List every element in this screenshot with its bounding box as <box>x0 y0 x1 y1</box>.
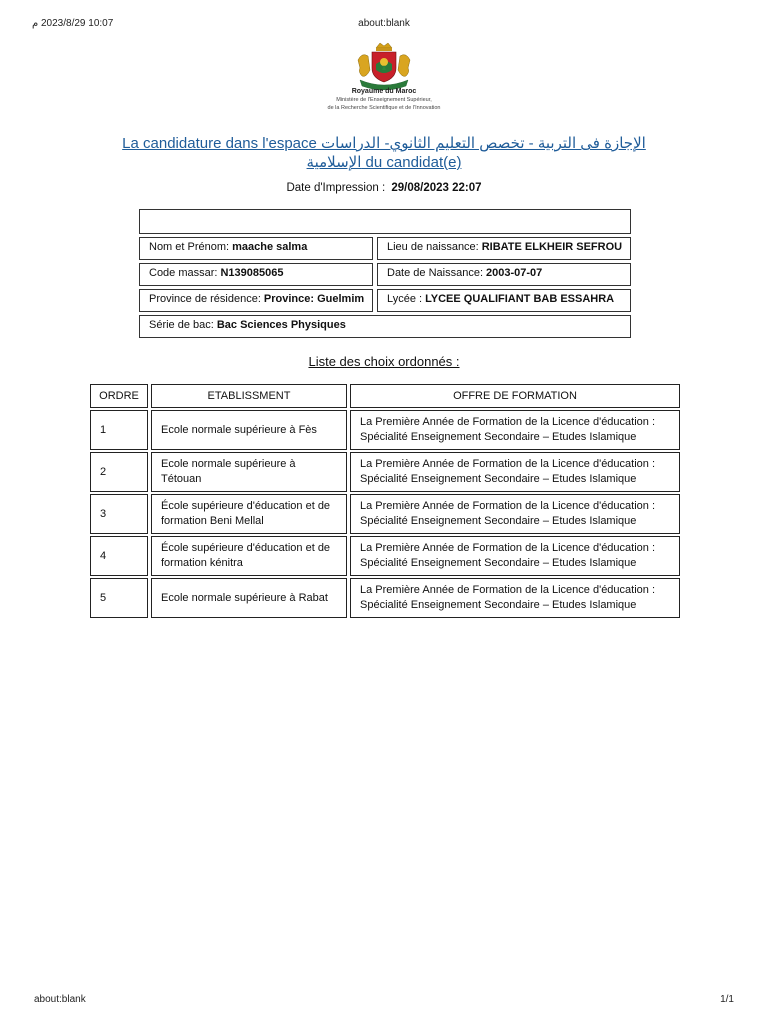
choices-header-row <box>90 384 680 408</box>
province-label: Province de résidence: <box>149 293 261 305</box>
birthdate-label: Date de Naissance: <box>387 267 483 279</box>
choice-offre: La Première Année de Formation de la Licence d'éducation : Spécialité Enseignement Secondaire – Etudes Islamique <box>350 410 680 450</box>
choice-etablissement: École supérieure d'éducation et de formation kénitra <box>151 536 347 576</box>
ministry-name-line1: Ministère de l'Enseignement Supérieur, <box>336 97 432 103</box>
choice-etablissement: Ecole normale supérieure à Rabat <box>151 578 347 618</box>
page-title <box>100 134 668 172</box>
title-part1: La candidature dans l'espace <box>122 135 322 152</box>
birthdate-value: 2003-07-07 <box>486 267 543 279</box>
info-row <box>139 237 631 260</box>
royal-coat-of-arms-icon <box>336 40 432 90</box>
choice-ordre: 5 <box>90 578 148 618</box>
choice-offre: La Première Année de Formation de la Licence d'éducation : Spécialité Enseignement Secondaire – Etudes Islamique <box>350 494 680 534</box>
footer-url: about:blank <box>34 994 86 1005</box>
lycee-label: Lycée : <box>387 293 423 305</box>
bac-cell <box>139 315 631 338</box>
print-datetime: 10:07 2023/8/29 م <box>32 18 114 29</box>
lycee-value: LYCEE QUALIFIANT BAB ESSAHRA <box>425 293 615 305</box>
choice-ordre: 1 <box>90 410 148 450</box>
print-date <box>0 182 768 194</box>
table-row <box>90 536 680 576</box>
choice-etablissement: École supérieure d'éducation et de formation Beni Mellal <box>151 494 347 534</box>
name-label: Nom et Prénom: <box>149 241 230 253</box>
print-date-value: 29/08/2023 22:07 <box>391 182 482 194</box>
choice-ordre: 3 <box>90 494 148 534</box>
info-empty-row <box>139 209 631 234</box>
info-row <box>139 315 631 338</box>
info-row <box>139 289 631 312</box>
header-ordre: ORDRE <box>90 384 148 408</box>
choice-offre: La Première Année de Formation de la Licence d'éducation : Spécialité Enseignement Secondaire – Etudes Islamique <box>350 452 680 492</box>
title-part2: du candidat(e) <box>361 154 462 171</box>
ministry-name-line2: de la Recherche Scientifique et de l'Innovation <box>327 105 441 111</box>
birthplace-value: RIBATE ELKHEIR SEFROU <box>481 241 623 253</box>
lycee-cell <box>377 289 631 312</box>
choices-table <box>90 384 680 620</box>
choice-etablissement: Ecole normale supérieure à Tétouan <box>151 452 347 492</box>
province-cell <box>139 289 373 312</box>
page-number: 1/1 <box>720 994 734 1005</box>
massar-label: Code massar: <box>149 267 218 279</box>
table-row <box>90 578 680 618</box>
table-row <box>90 494 680 534</box>
choices-title: Liste des choix ordonnés : <box>308 354 460 369</box>
info-row <box>139 263 631 286</box>
birthplace-label: Lieu de naissance: <box>387 241 479 253</box>
choice-offre: La Première Année de Formation de la Licence d'éducation : Spécialité Enseignement Secondaire – Etudes Islamique <box>350 536 680 576</box>
emblem-caption <box>284 88 484 112</box>
birthdate-cell <box>377 263 631 286</box>
title-arabic: الإجازة فى التربية - تخصص التعليم الثانوي- الدراسات الإسلامية <box>306 135 646 171</box>
birthplace-cell <box>377 237 631 260</box>
choice-etablissement: Ecole normale supérieure à Fès <box>151 410 347 450</box>
candidate-info-table <box>139 209 631 341</box>
bac-label: Série de bac: <box>149 319 214 331</box>
choice-ordre: 4 <box>90 536 148 576</box>
table-row <box>90 452 680 492</box>
massar-cell <box>139 263 373 286</box>
name-cell <box>139 237 373 260</box>
choice-offre: La Première Année de Formation de la Licence d'éducation : Spécialité Enseignement Secondaire – Etudes Islamique <box>350 578 680 618</box>
choice-ordre: 2 <box>90 452 148 492</box>
header-etablissement: ETABLISSMENT <box>151 384 347 408</box>
massar-value: N139085065 <box>220 267 284 279</box>
name-value: maache salma <box>232 241 308 253</box>
header-offre: OFFRE DE FORMATION <box>350 384 680 408</box>
province-value: Province: Guelmim <box>263 293 365 305</box>
print-url: about:blank <box>358 18 410 29</box>
kingdom-name: Royaume du Maroc <box>351 88 417 95</box>
table-row <box>90 410 680 450</box>
print-date-label: Date d'Impression : <box>286 182 386 194</box>
bac-value: Bac Sciences Physiques <box>216 319 346 331</box>
